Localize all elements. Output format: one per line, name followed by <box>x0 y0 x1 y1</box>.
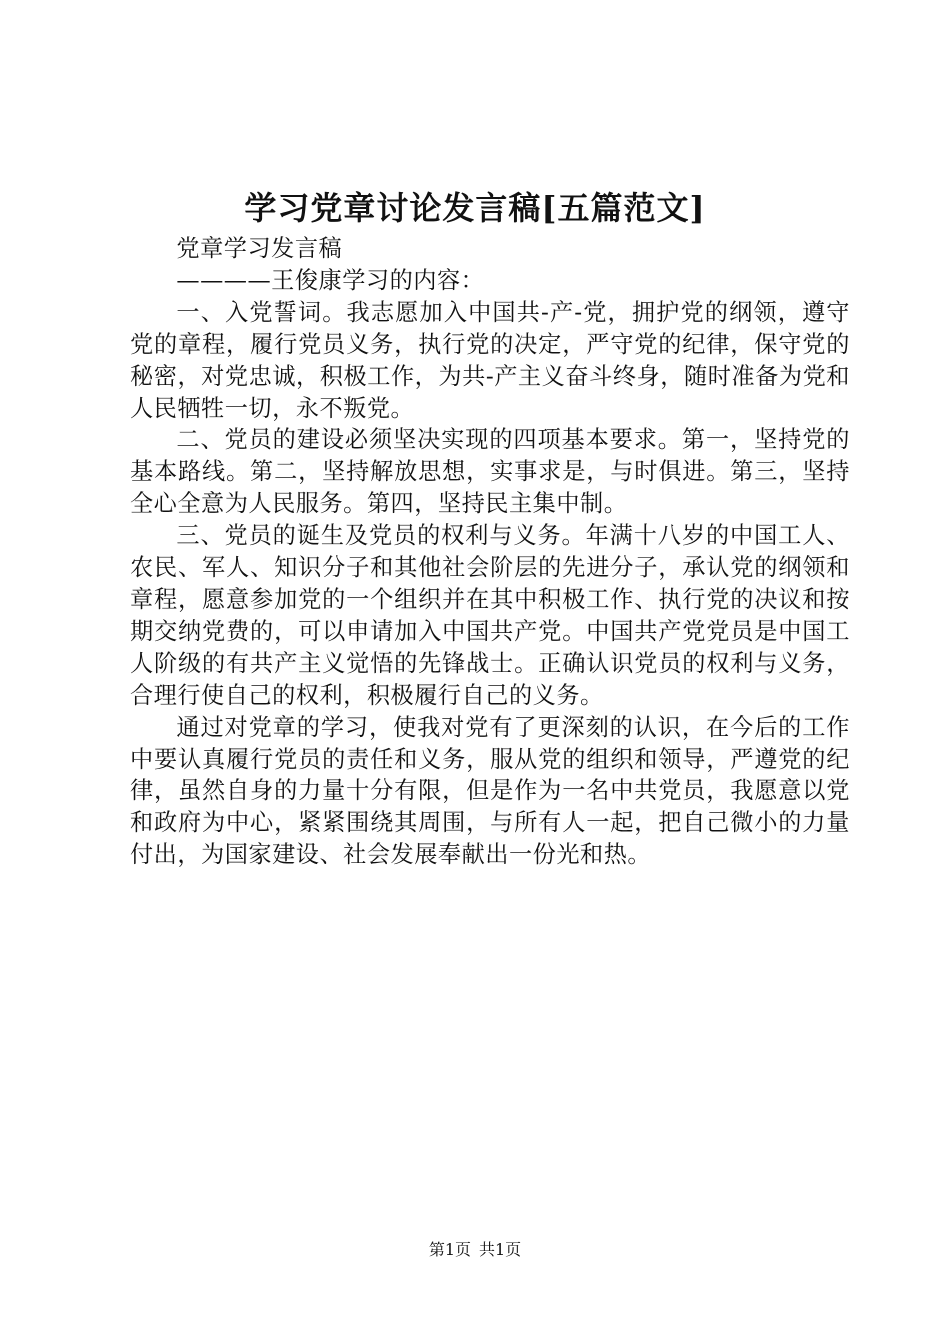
document-title: 学习党章讨论发言稿[五篇范文] <box>244 189 706 227</box>
author-line: ————王俊康学习的内容： <box>176 266 485 294</box>
paragraph-requirements: 二、党员的建设必须坚决实现的四项基本要求。第一，坚持党的基本路线。第二，坚持解放思想，实事求是，与时俱进。第三，坚持全心全意为人民服务。第四，坚持民主集中制。 <box>130 426 850 518</box>
document-body <box>130 233 850 871</box>
paragraph-conclusion: 通过对党章的学习，使我对党有了更深刻的认识，在今后的工作中要认真履行党员的责任和义务，服从党的组织和领导，严遵党的纪律，虽然自身的力量十分有限，但是作为一名中共党员，我愿意以党和政府为中心，紧紧围绕其周围，与所有人一起，把自己微小的力量付出，为国家建设、社会发展奉献出一份光和热。 <box>130 713 850 869</box>
paragraph-membership: 三、党员的诞生及党员的权利与义务。年满十八岁的中国工人、农民、军人、知识分子和其他社会阶层的先进分子，承认党的纲领和章程，愿意参加党的一个组织并在其中积极工作、执行党的决议和按期交纳党费的，可以申请加入中国共产党。中国共产党党员是中国工人阶级的有共产主义觉悟的先锋战士。正确认识党员的权利与义务，合理行使自己的权利，积极履行自己的义务。 <box>130 522 850 709</box>
page-footer <box>0 1238 950 1262</box>
paragraph-oath: 一、入党誓词。我志愿加入中国共-产-党，拥护党的纲领，遵守党的章程，履行党员义务，执行党的决定，严守党的纪律，保守党的秘密，对党忠诚，积极工作，为共-产主义奋斗终身，随时准备为党和人民牺牲一切，永不叛党。 <box>130 298 850 422</box>
document-subtitle: 党章学习发言稿 <box>176 235 343 262</box>
page-total: 共1页 <box>479 1240 522 1259</box>
page-number: 第1页 <box>428 1240 471 1259</box>
